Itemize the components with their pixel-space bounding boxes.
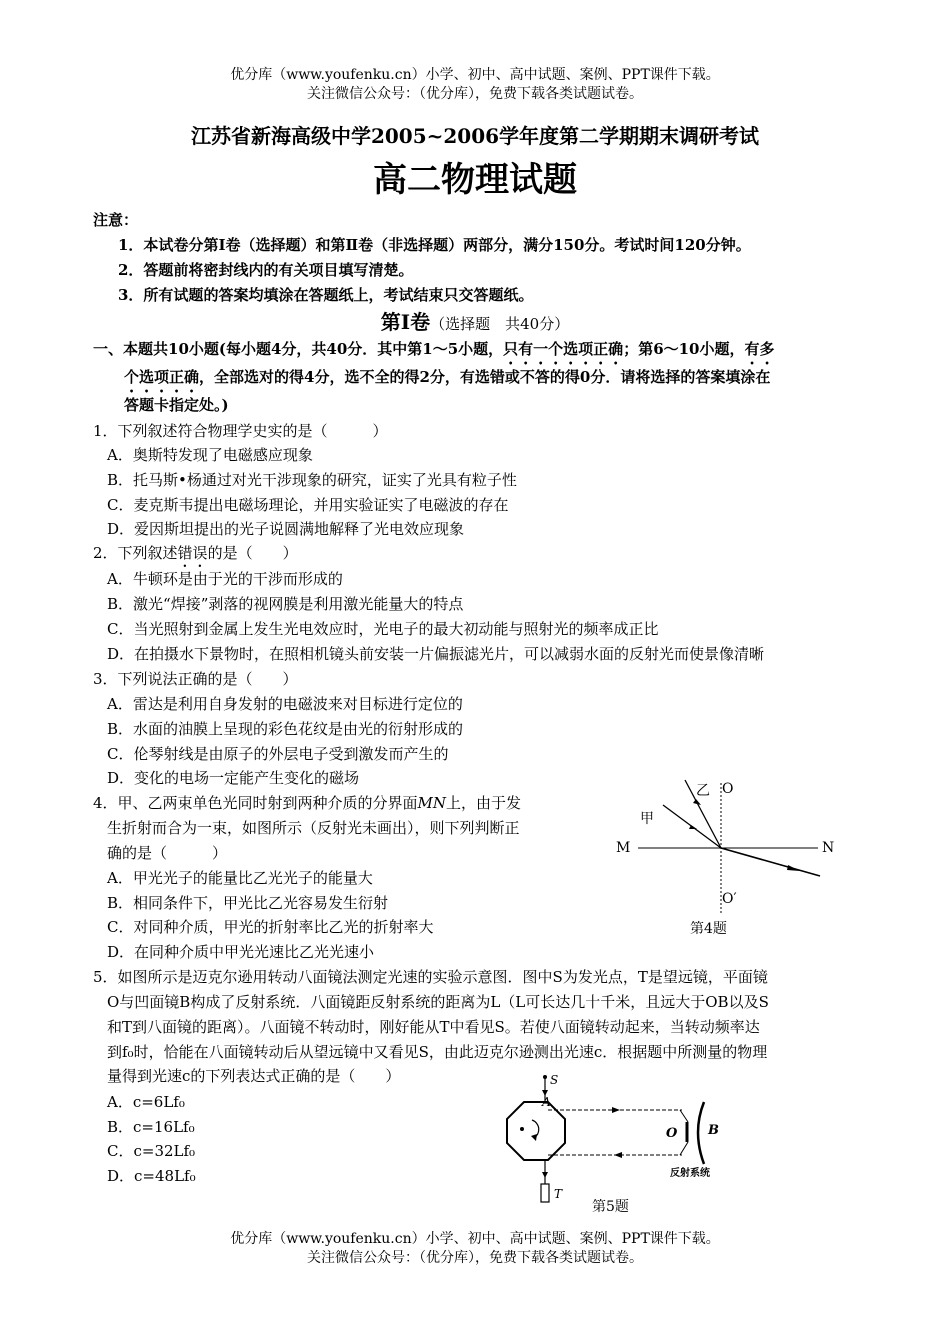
section-instruction-line-3: 答题卡指定处。) — [124, 396, 229, 414]
q4-option-c: C．对同种介质，甲光的折射率比乙光的折射率大 — [107, 918, 434, 936]
q4-option-b: B．相同条件下，甲光比乙光容易发生衍射 — [107, 894, 389, 912]
source-point — [543, 1075, 547, 1079]
exam-title: 江苏省新海高级中学2005~2006学年度第二学期期末调研考试 — [190, 124, 760, 148]
q3-option-c: C．伦琴射线是由原子的外层电子受到激发而产生的 — [107, 745, 449, 763]
rotation-arrow-head — [531, 1134, 537, 1141]
label-reflect-system: 反射系统 — [670, 1168, 710, 1179]
ray-to-o-top — [680, 1110, 688, 1122]
octagonal-mirror — [507, 1102, 565, 1160]
label-b: B — [708, 1123, 719, 1138]
concave-mirror-b — [698, 1102, 704, 1164]
q3-option-d: D．变化的电场一定能产生变化的磁场 — [107, 769, 360, 787]
q2-option-b: B．激光“焊接”剥落的视网膜是利用激光能量大的特点 — [107, 595, 464, 613]
mirror-axis — [520, 1127, 524, 1131]
label-o: O — [722, 781, 734, 797]
q4-option-d: D．在同种介质中甲光光速比乙光光速小 — [107, 943, 375, 961]
q3-option-b: B．水面的油膜上呈现的彩色花纹是由光的衍射形成的 — [107, 720, 464, 738]
telescope-ray-arrow — [542, 1172, 548, 1178]
q2-stem-b: 错误 — [177, 544, 208, 562]
notice-item-2: 2．答题前将密封线内的有关项目填写清楚。 — [118, 261, 414, 279]
q4-stem-line-3: 确的是（ ） — [107, 844, 228, 862]
q1-option-d: D．爱因斯坦提出的光子说圆满地解释了光电效应现象 — [107, 520, 465, 538]
q2-stem-a: 2．下列叙述 — [93, 544, 178, 562]
q5-stem-line-4: 到f₀时，恰能在八面镜转动后从望远镜中又看见S，由此迈克尔逊测出光速c．根据题中所测量的物理 — [107, 1043, 768, 1061]
q5-option-c: C．c=32Lf₀ — [107, 1142, 196, 1160]
q4-stem-line-2: 生折射而合为一束，如图所示（反射光未画出），则下列判断正 — [107, 819, 520, 837]
q4-figure — [608, 775, 848, 945]
label-o: O — [666, 1126, 678, 1141]
instr-part-c: ；第6～10小题， — [623, 340, 745, 358]
instr-part-f: ，全部选对的得4分，选不全的得2分，有选错或不答的得0分．请将选择的答案填涂在 — [199, 368, 771, 386]
label-yi: 乙 — [696, 783, 710, 799]
q4-caption: 第4题 — [690, 921, 727, 937]
label-o-prime: O′ — [722, 891, 737, 907]
instr-part-e: 个选项正确 — [124, 368, 200, 386]
q2-option-d: D．在拍摄水下景物时，在照相机镜头前安装一片偏振滤光片，可以减弱水面的反射光而使景像清晰 — [107, 645, 765, 663]
notice-item-3: 3．所有试题的答案均填涂在答题纸上，考试结束只交答题纸。 — [118, 286, 534, 304]
refracted-ray — [721, 848, 820, 876]
notice-label: 注意： — [93, 211, 139, 229]
q4-stem-line-1 — [93, 792, 521, 813]
footer-line-2: 关注微信公众号：（优分库），免费下载各类试题试卷。 — [307, 1250, 643, 1266]
ray-to-o-bottom — [680, 1142, 688, 1155]
q1-option-c: C．麦克斯韦提出电磁场理论，并用实验证实了电磁波的存在 — [107, 496, 509, 514]
return-ray-arrow — [614, 1152, 622, 1158]
q1-option-b: B．托马斯•杨通过对光干涉现象的研究，证实了光具有粒子性 — [107, 471, 517, 489]
q2-option-c: C．当光照射到金属上发生光电效应时，光电子的最大初动能与照射光的频率成正比 — [107, 620, 659, 638]
q2-stem-c: 的是（ ） — [207, 544, 298, 562]
q4-stem-a: 4．甲、乙两束单色光同时射到两种介质的分界面 — [93, 794, 418, 812]
instr-part-a: 一、本题共10小题(每小题4分，共40分．其中第1～5小题， — [93, 340, 504, 358]
section-instruction-line-2 — [124, 367, 770, 396]
instr-part-d: 有多 — [744, 340, 775, 358]
footer-line-1: 优分库（www.youfenku.cn）小学、初中、高中试题、案例、PPT课件下载。 — [230, 1231, 720, 1247]
label-jia: 甲 — [640, 811, 654, 827]
q1-stem: 1．下列叙述符合物理学史实的是（ ） — [93, 422, 388, 440]
section-instruction-line-1 — [93, 339, 775, 368]
outgoing-ray-arrow — [612, 1107, 620, 1113]
label-s: S — [550, 1073, 559, 1087]
instr-part-b: 只有一个选项正确 — [503, 340, 624, 358]
label-n: N — [822, 840, 835, 856]
q5-stem-line-2: O与凹面镜B构成了反射系统．八面镜距反射系统的距离为L（L可长达几十千米，且远大于OB以及S — [107, 993, 769, 1011]
q4-stem-b: 上，由于发 — [446, 794, 522, 812]
q2-option-a: A．牛顿环是由于光的干涉而形成的 — [107, 570, 343, 588]
label-a: A — [542, 1095, 551, 1109]
q2-stem — [93, 542, 298, 571]
telescope — [541, 1184, 549, 1202]
q5-stem-line-1: 5．如图所示是迈克尔逊用转动八面镜法测定光速的实验示意图．图中S为发光点，T是望远镜，平面镜 — [93, 968, 768, 986]
subject-title: 高二物理试题 — [373, 160, 577, 200]
q5-option-d: D．c=48Lf₀ — [107, 1167, 196, 1185]
q3-option-a: A．雷达是利用自身发射的电磁波来对目标进行定位的 — [107, 695, 463, 713]
q5-option-a: A．c=6Lf₀ — [107, 1093, 185, 1111]
q5-option-b: B．c=16Lf₀ — [107, 1118, 195, 1136]
ray-yi-arrow — [693, 799, 701, 805]
q4-option-a: A．甲光光子的能量比乙光光子的能量大 — [107, 869, 373, 887]
q5-caption: 第5题 — [592, 1199, 629, 1215]
section-title-sub: （选择题 共40分） — [430, 315, 570, 333]
q3-stem: 3．下列说法正确的是（ ） — [93, 670, 298, 688]
header-line-1: 优分库（www.youfenku.cn）小学、初中、高中试题、案例、PPT课件下载。 — [230, 67, 720, 83]
q5-stem-line-5: 量得到光速c的下列表达式正确的是（ ） — [107, 1067, 401, 1085]
section-title-main: 第Ⅰ卷 — [380, 310, 431, 334]
header-line-2: 关注微信公众号：（优分库），免费下载各类试题试卷。 — [307, 86, 643, 102]
label-m: M — [616, 840, 631, 856]
q1-option-a: A．奥斯特发现了电磁感应现象 — [107, 446, 313, 464]
label-t: T — [554, 1187, 563, 1201]
q4-stem-mn: MN — [417, 794, 447, 812]
q5-stem-line-3: 和T到八面镜的距离）。八面镜不转动时，刚好能从T中看见S。若使八面镜转动起来，当转动频率达 — [107, 1018, 760, 1036]
notice-item-1: 1．本试卷分第Ⅰ卷（选择题）和第Ⅱ卷（非选择题）两部分，满分150分。考试时间120分钟。 — [118, 236, 751, 254]
section-title — [0, 306, 950, 335]
refracted-ray-arrow — [787, 865, 800, 871]
